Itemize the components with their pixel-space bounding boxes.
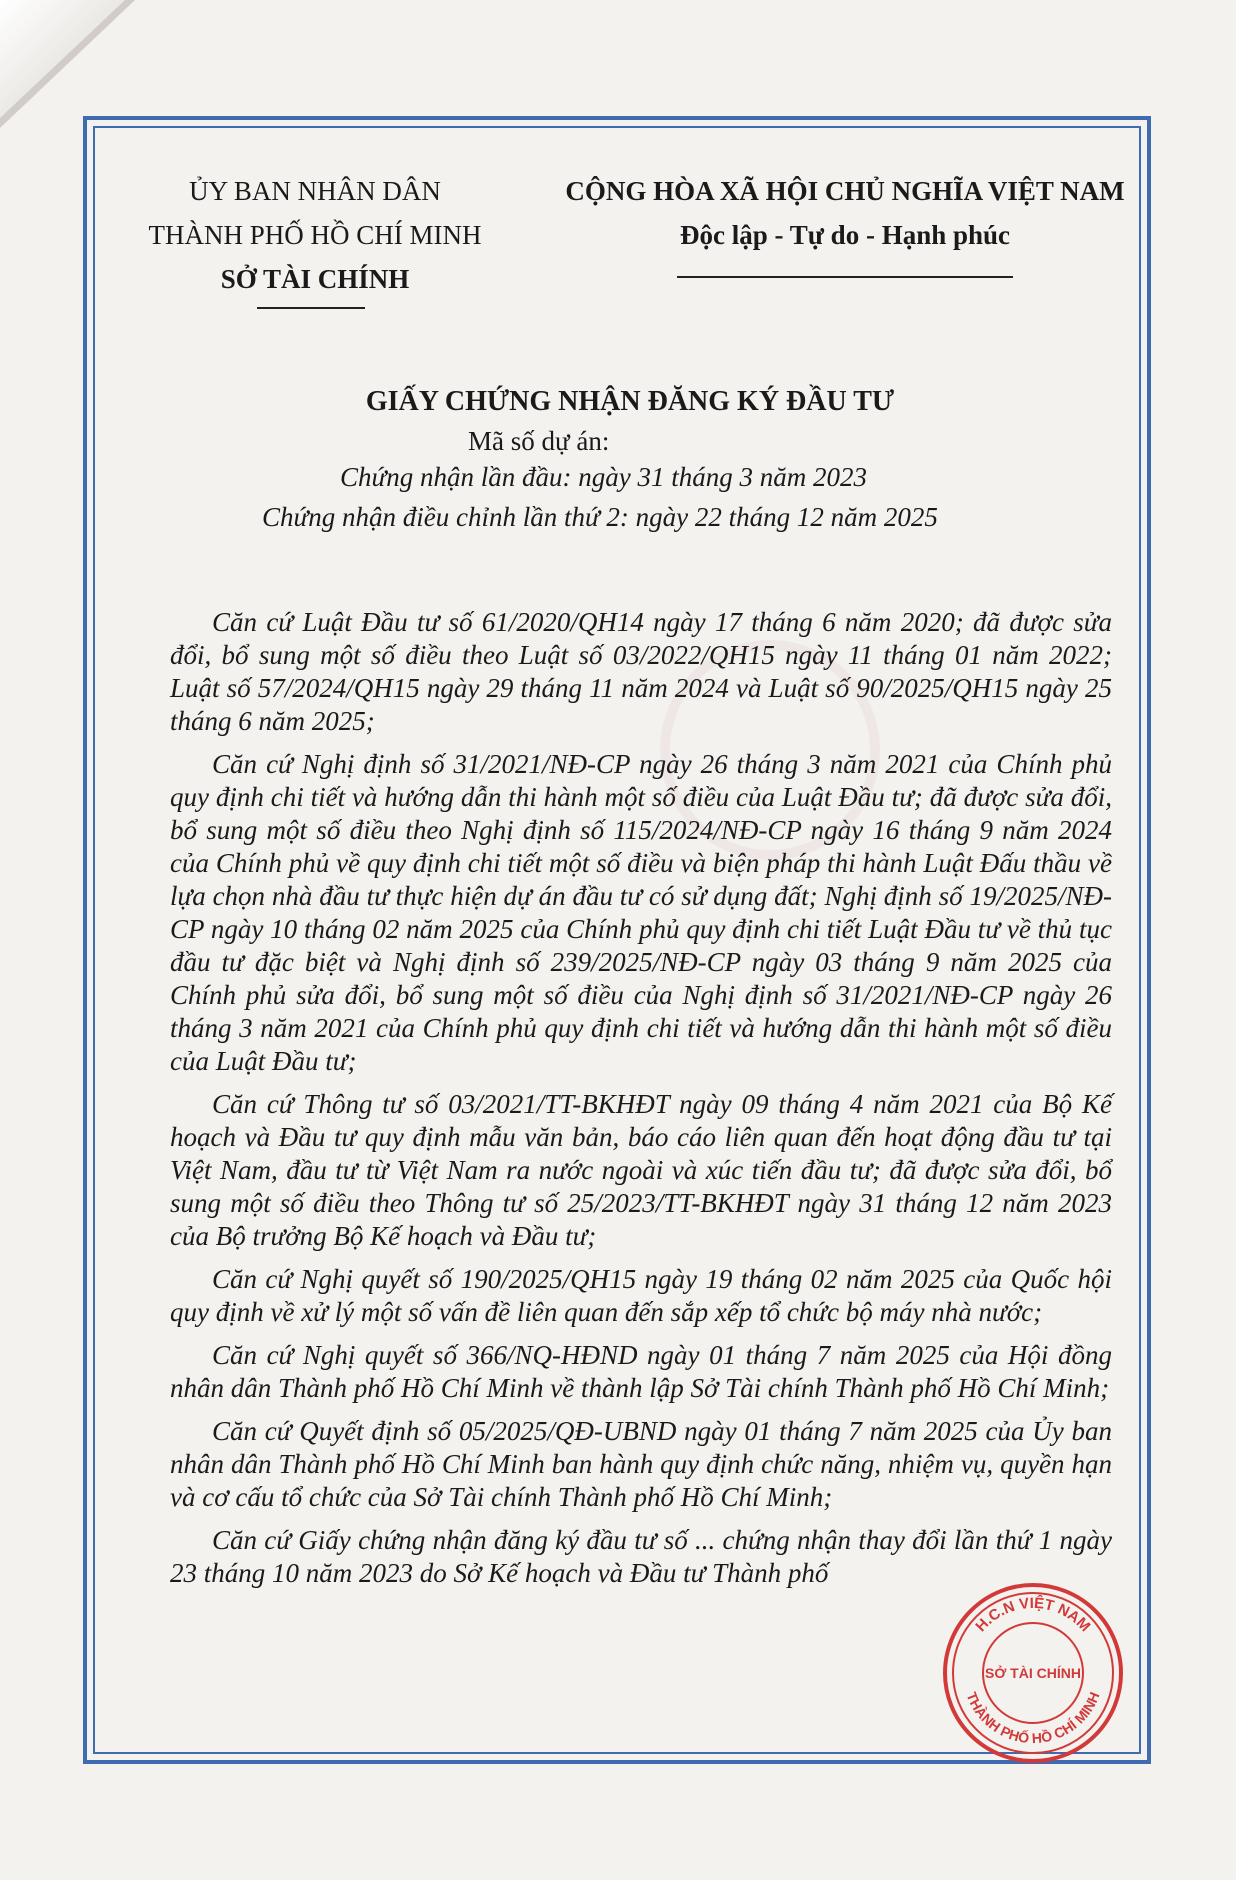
header-agency-line1: ỦY BAN NHÂN DÂN (189, 176, 441, 206)
header-motto: Độc lập - Tự do - Hạnh phúc (679, 220, 1011, 250)
legal-basis-paragraph: Căn cứ Nghị quyết số 366/NQ-HĐND ngày 01 tháng 7 năm 2025 của Hội đồng nhân dân Thành phố Hồ Chí Minh về thành lập Sở Tài chính Thành phố Hồ Chí Minh; (170, 1340, 1112, 1403)
legal-basis-paragraph: Căn cứ Luật Đầu tư số 61/2020/QH14 ngày 17 tháng 6 năm 2020; đã được sửa đổi, bổ sung một số điều theo Luật số 03/2022/QH15 ngày 11 tháng 01 năm 2022; Luật số 57/2024/QH15 ngày 29 tháng 11 năm 2024 và Luật số 90/2025/QH15 ngày 25 tháng 6 năm 2025; (170, 607, 1112, 736)
legal-basis-paragraph: Căn cứ Nghị định số 31/2021/NĐ-CP ngày 26 tháng 3 năm 2021 của Chính phủ quy định chi tiết và hướng dẫn thi hành một số điều của Luật Đầu tư; đã được sửa đổi, bổ sung một số điều theo Nghị định số 115/2024/NĐ-CP ngày 16 tháng 9 năm 2024 của Chính phủ về quy định chi tiết một số điều và biện pháp thi hành Luật Đấu thầu về lựa chọn nhà đầu tư thực hiện dự án đầu tư có sử dụng đất; Nghị định số 19/2025/NĐ-CP ngày 10 tháng 02 năm 2025 của Chính phủ quy định chi tiết Luật Đầu tư về thủ tục đầu tư đặc biệt và Nghị định số 239/2025/NĐ-CP ngày 03 tháng 9 năm 2025 của Chính phủ sửa đổi, bổ sung một số điều của Nghị định số 31/2021/NĐ-CP ngày 26 tháng 3 năm 2021 của Chính phủ quy định chi tiết và hướng dẫn thi hành một số điều của Luật Đầu tư; (170, 749, 1112, 1076)
header-agency-line2: THÀNH PHỐ HỒ CHÍ MINH (148, 220, 482, 250)
official-red-seal (938, 1578, 1128, 1768)
header-left-underline (257, 307, 365, 309)
seal-top-text: H.C.N VIỆT NAM (972, 1594, 1094, 1636)
project-code-label: Mã số dự án: (468, 426, 610, 456)
seal-bottom-text: THÀNH PHỐ HỒ CHÍ MINH (963, 1689, 1103, 1747)
legal-basis-paragraph: Căn cứ Thông tư số 03/2021/TT-BKHĐT ngày 09 tháng 4 năm 2021 của Bộ Kế hoạch và Đầu tư quy định mẫu văn bản, báo cáo liên quan đến hoạt động đầu tư tại Việt Nam, đầu tư từ Việt Nam ra nước ngoài và xúc tiến đầu tư; đã được sửa đổi, bổ sung một số điều theo Thông tư số 25/2023/TT-BKHĐT ngày 31 tháng 12 năm 2023 của Bộ trưởng Bộ Kế hoạch và Đầu tư; (170, 1089, 1112, 1251)
header-country-name: CỘNG HÒA XÃ HỘI CHỦ NGHĨA VIỆT NAM (565, 176, 1125, 206)
seal-graphic (938, 1578, 1128, 1768)
header-agency-line3: SỞ TÀI CHÍNH (220, 264, 410, 294)
legal-basis-paragraph: Căn cứ Nghị quyết số 190/2025/QH15 ngày 19 tháng 02 năm 2025 của Quốc hội quy định về xử lý một số vấn đề liên quan đến sắp xếp tổ chức bộ máy nhà nước; (170, 1264, 1112, 1327)
second-certification-date: Chứng nhận điều chỉnh lần thứ 2: ngày 22 tháng 12 năm 2025 (262, 502, 938, 532)
seal-center-text: SỞ TÀI CHÍNH (985, 1665, 1081, 1681)
legal-basis-paragraph: Căn cứ Quyết định số 05/2025/QĐ-UBND ngày 01 tháng 7 năm 2025 của Ủy ban nhân dân Thành phố Hồ Chí Minh ban hành quy định chức năng, nhiệm vụ, quyền hạn và cơ cấu tổ chức của Sở Tài chính Thành phố Hồ Chí Minh; (170, 1416, 1112, 1512)
legal-basis-paragraph: Căn cứ Giấy chứng nhận đăng ký đầu tư số ... chứng nhận thay đổi lần thứ 1 ngày 23 tháng 10 năm 2023 do Sở Kế hoạch và Đầu tư Thành phố (170, 1525, 1112, 1588)
header-right-underline (677, 276, 1013, 278)
document-body (170, 606, 1112, 1600)
folded-corner (0, 0, 125, 118)
first-certification-date: Chứng nhận lần đầu: ngày 31 tháng 3 năm 2023 (340, 462, 867, 492)
document-title: GIẤY CHỨNG NHẬN ĐĂNG KÝ ĐẦU TƯ (365, 386, 895, 417)
